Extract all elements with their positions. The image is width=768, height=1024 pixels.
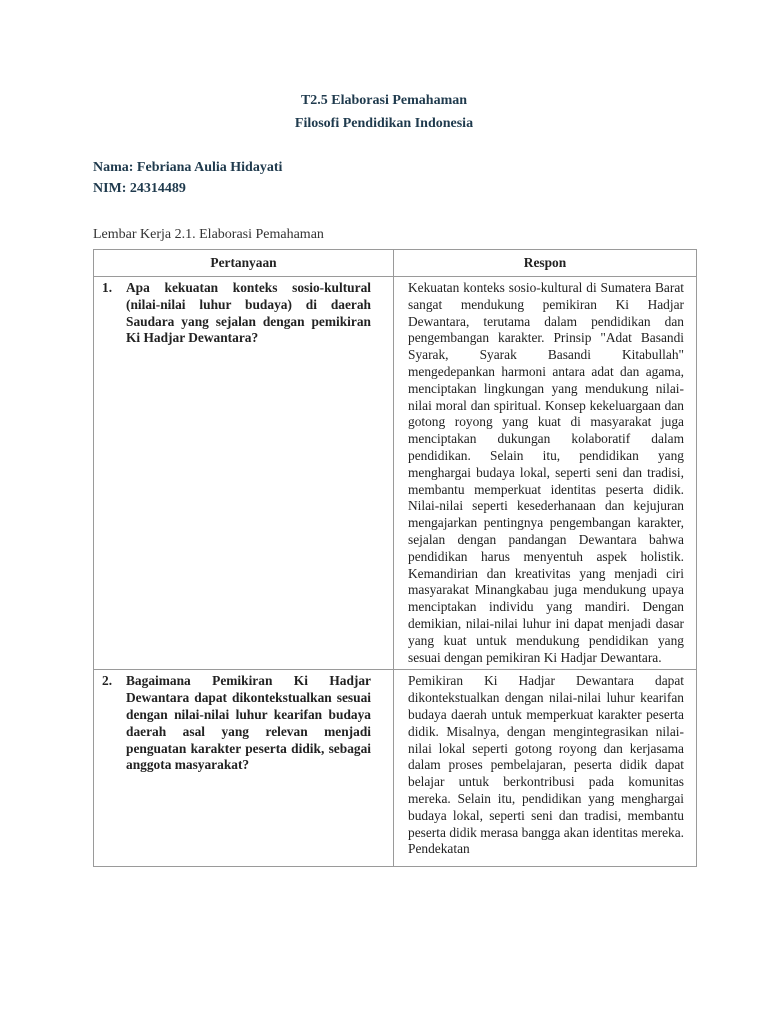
question-text: Apa kekuatan konteks sosio-kultural (nilai-nilai luhur budaya) di daerah Saudara yang sejalan dengan pemikiran Ki Hadjar Dewantara? — [126, 280, 371, 346]
column-header-pertanyaan: Pertanyaan — [94, 250, 394, 277]
document-subtitle: Filosofi Pendidikan Indonesia — [294, 116, 474, 131]
question-cell — [94, 670, 394, 867]
question-text: Bagaimana Pemikiran Ki Hadjar Dewantara dapat dikontekstualkan sesuai dengan nilai-nilai luhur kearifan budaya daerah asal yang relevan menjadi penguatan karakter peserta didik, sebagai anggota masyarakat? — [126, 673, 371, 773]
response-cell — [394, 277, 697, 670]
question-number: 2. — [102, 673, 113, 689]
worksheet-caption: Lembar Kerja 2.1. Elaborasi Pemahaman — [93, 227, 324, 242]
table-row — [94, 670, 697, 867]
response-text: Pemikiran Ki Hadjar Dewantara dapat dikontekstualkan dengan nilai-nilai luhur kearifan budaya daerah untuk memperkuat karakter peserta didik. Misalnya, dengan mengintegrasikan nilai-nilai lokal seperti gotong royong dan kerjasama dalam proses pembelajaran, peserta didik dapat belajar untuk berkontribusi pada komunitas mereka. Selain itu, pendidikan yang menghargai budaya lokal, seperti seni dan tradisi, membantu peserta didik merasa bangga akan identitas mereka. Pendekatan — [408, 673, 684, 857]
table-header-row — [94, 250, 697, 277]
question-cell — [94, 277, 394, 670]
document-title: T2.5 Elaborasi Pemahaman — [300, 93, 468, 108]
column-header-respon: Respon — [394, 250, 697, 277]
worksheet-table — [93, 249, 697, 867]
student-name: Nama: Febriana Aulia Hidayati — [93, 160, 283, 175]
question-number: 1. — [102, 280, 113, 295]
student-nim: NIM: 24314489 — [93, 181, 186, 196]
response-text: Kekuatan konteks sosio-kultural di Sumatera Barat sangat mendukung pemikiran Ki Hadjar Dewantara, terutama dalam pendidikan dan pengembangan karakter. Prinsip "Adat Basandi Syarak, Syarak Basandi Kitabullah" mengedepankan harmoni antara adat dan agama, menciptakan lingkungan yang mendukung nilai-nilai moral dan spiritual. Konsep kekeluargaan dan gotong royong yang kuat di masyarakat juga menciptakan dukungan kolaboratif dalam pendidikan. Selain itu, pendidikan yang menghargai budaya lokal, seperti seni dan tradisi, membantu memperkuat identitas peserta didik. Nilai-nilai seperti kesederhanaan dan kejujuran mengajarkan pentingnya pengembangan karakter, sejalan dengan pandangan Dewantara bahwa pendidikan harus menyentuh aspek holistik. Kemandirian dan kreativitas yang menjadi ciri masyarakat Minangkabau juga mendukung upaya menciptakan individu yang mandiri. Dengan demikian, nilai-nilai luhur ini dapat menjadi dasar yang kuat untuk mendukung pendidikan yang sesuai dengan pemikiran Ki Hadjar Dewantara. — [408, 280, 684, 665]
response-cell — [394, 670, 697, 867]
table-row — [94, 277, 697, 670]
